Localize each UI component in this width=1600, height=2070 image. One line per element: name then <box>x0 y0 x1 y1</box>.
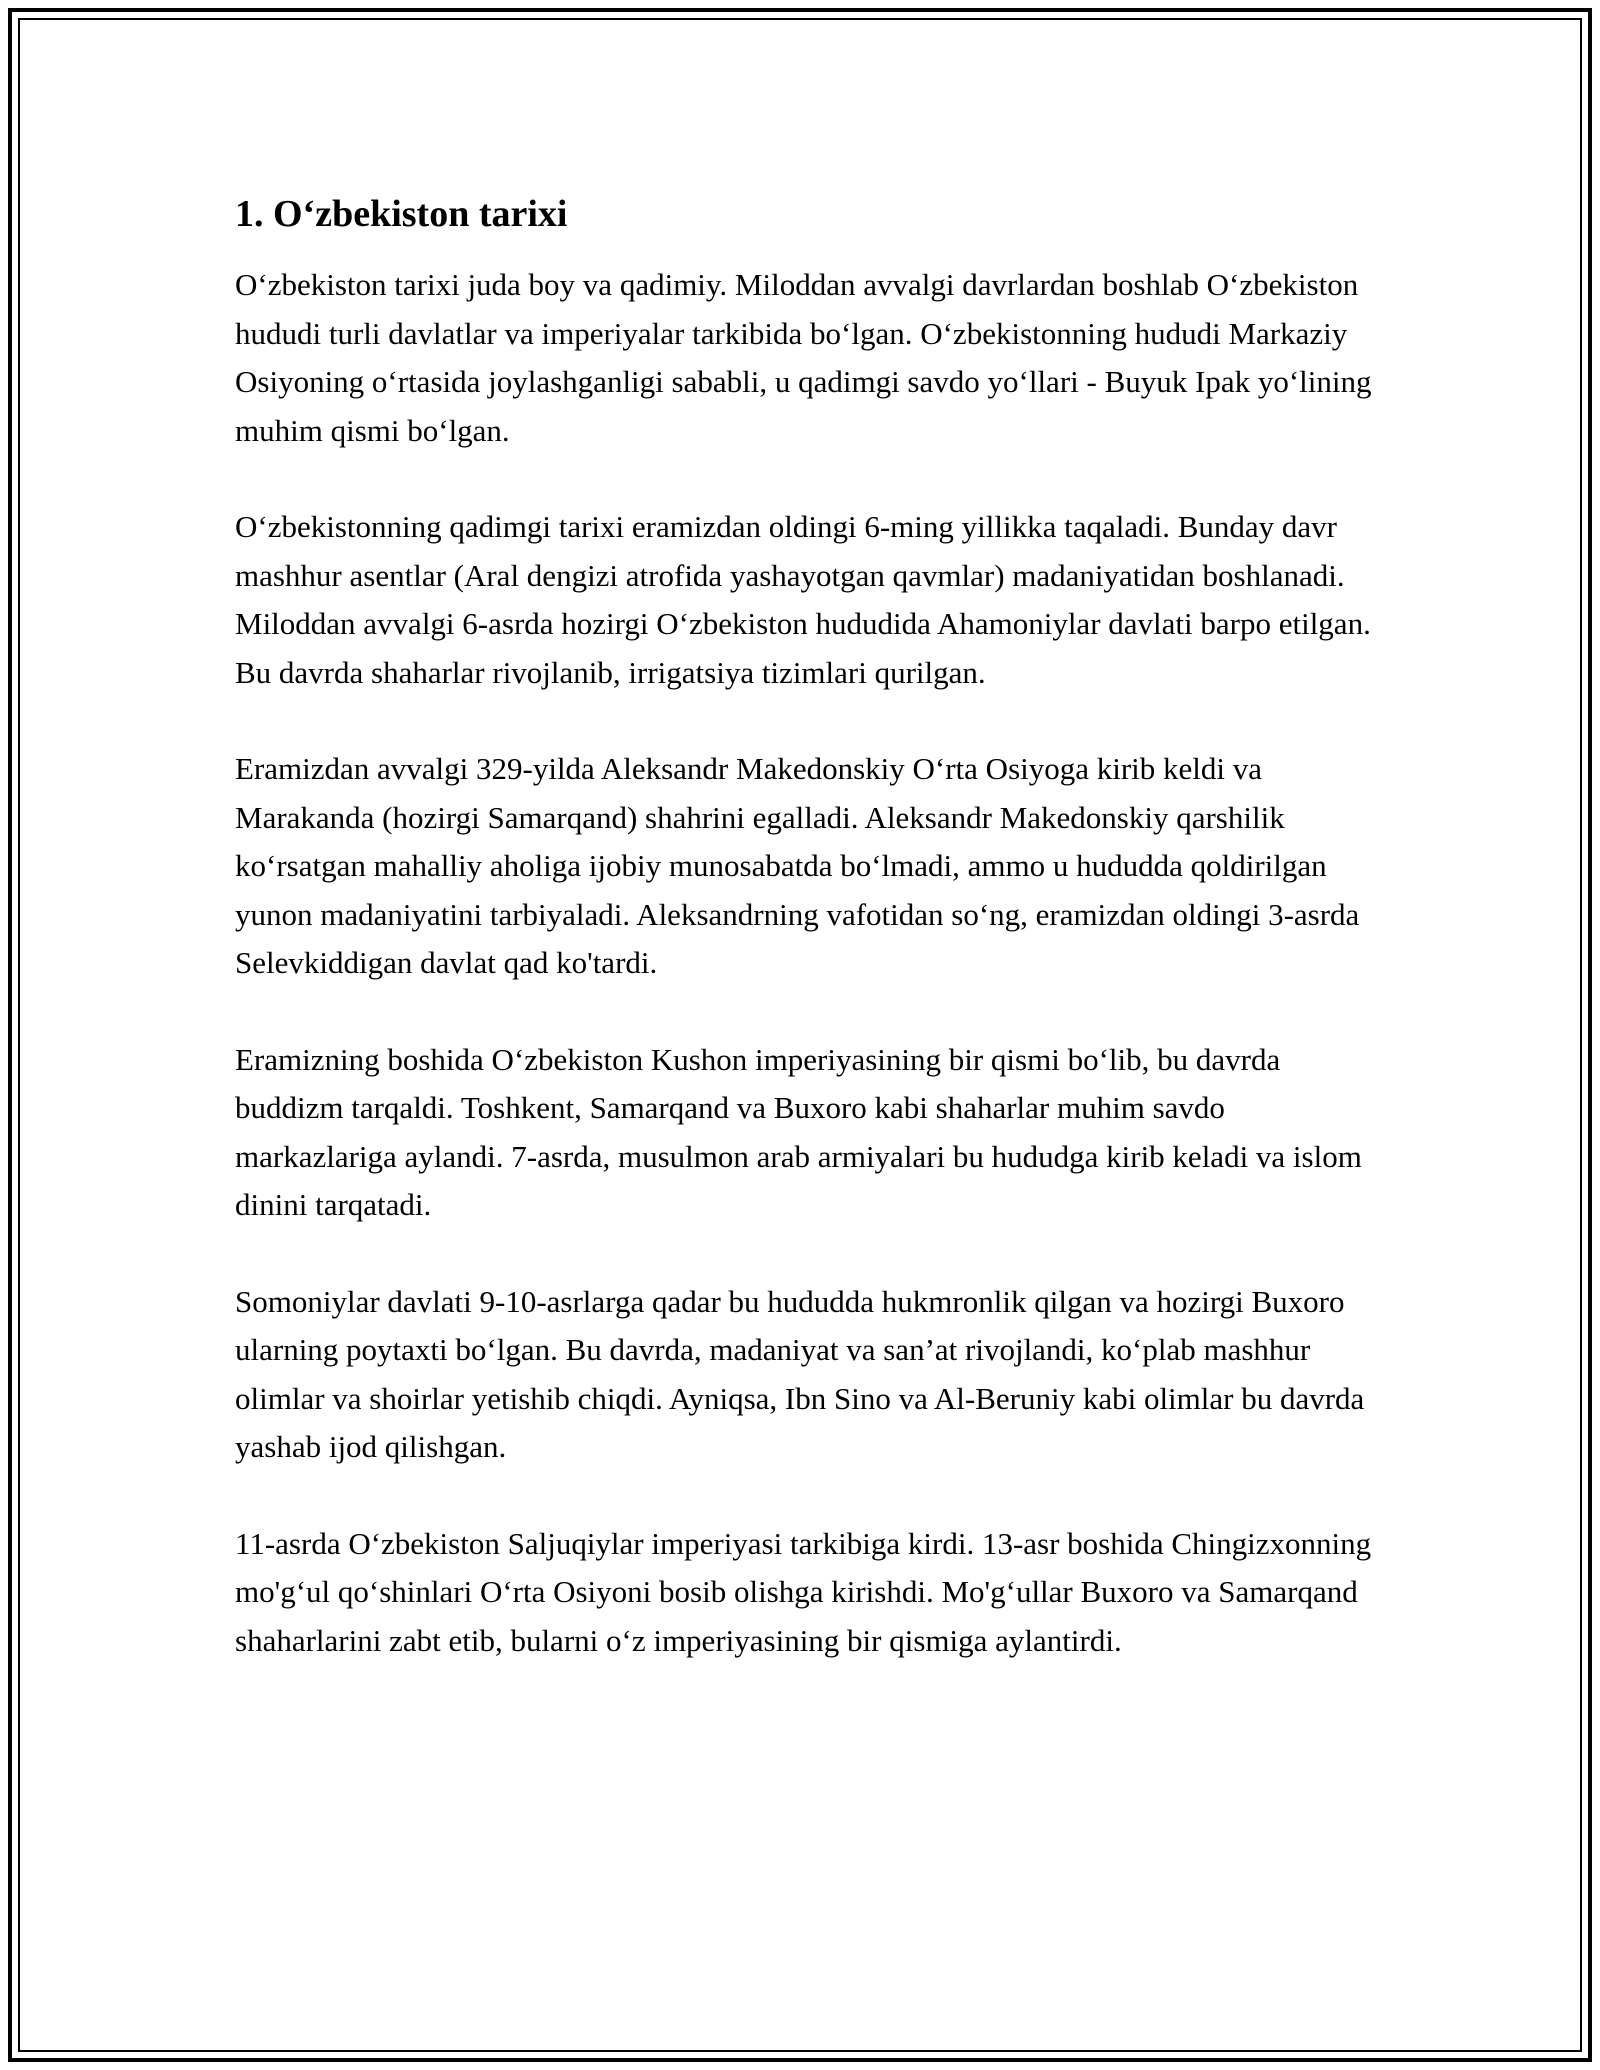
paragraph-5: Somoniylar davlati 9-10-asrlarga qadar bu hududda hukmronlik qilgan va hozirgi Buxoro ularning poytaxti bo‘lgan. Bu davrda, madaniyat va san’at rivojlandi, ko‘plab mashhur olimlar va shoirlar yetishib chiqdi. Ayniqsa, Ibn Sino va Al-Beruniy kabi olimlar bu davrda yashab ijod qilishgan. <box>235 1283 1365 1464</box>
section-heading: 1. O‘zbekiston tarixi <box>235 193 568 235</box>
paragraph-4: Eramizning boshida O‘zbekiston Kushon imperiyasining bir qismi bo‘lib, bu davrda buddizm tarqaldi. Toshkent, Samarqand va Buxoro kabi shaharlar muhim savdo markazlariga aylandi. 7-asrda, musulmon arab armiyalari bu hududga kirib keladi va islom dinini tarqatadi. <box>235 1041 1362 1222</box>
paragraph-1: O‘zbekiston tarixi juda boy va qadimiy. Miloddan avvalgi davrlardan boshlab O‘zbekiston hududi turli davlatlar va imperiyalar tarkibida bo‘lgan. O‘zbekistonning hududi Markaziy Osiyoning o‘rtasida joylashganligi sababli, u qadimgi savdo yo‘llari - Buyuk Ipak yo‘lining muhim qismi bo‘lgan. <box>235 267 1372 448</box>
document-body <box>235 185 1380 1713</box>
paragraph-3: Eramizdan avvalgi 329-yilda Aleksandr Makedonskiy O‘rta Osiyoga kirib keldi va Marakanda (hozirgi Samarqand) shahrini egalladi. Aleksandr Makedonskiy qarshilik ko‘rsatgan mahalliy aholiga ijobiy munosabatda bo‘lmadi, ammo u hududda qoldirilgan yunon madaniyatini tarbiyaladi. Aleksandrning vafotidan so‘ng, eramizdan oldingi 3-asrda Selevkiddigan davlat qad ko'tardi. <box>235 751 1360 980</box>
paragraph-2: O‘zbekistonning qadimgi tarixi eramizdan oldingi 6-ming yillikka taqaladi. Bunday davr mashhur asentlar (Aral dengizi atrofida yashayotgan qavmlar) madaniyatidan boshlanadi. Miloddan avvalgi 6-asrda hozirgi O‘zbekiston hududida Ahamoniylar davlati barpo etilgan. Bu davrda shaharlar rivojlanib, irrigatsiya tizimlari qurilgan. <box>235 509 1371 690</box>
paragraph-6: 11-asrda O‘zbekiston Saljuqiylar imperiyasi tarkibiga kirdi. 13-asr boshida Chingizxonning mo'g‘ul qo‘shinlari O‘rta Osiyoni bosib olishga kirishdi. Mo'g‘ullar Buxoro va Samarqand shaharlarini zabt etib, bularni o‘z imperiyasining bir qismiga aylantirdi. <box>235 1525 1372 1658</box>
